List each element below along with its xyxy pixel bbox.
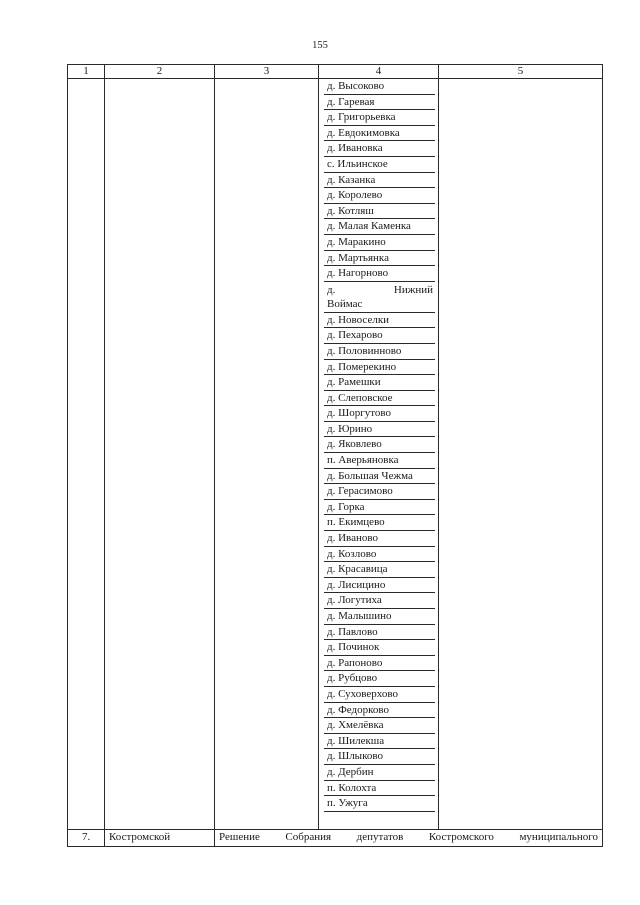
- list-item: д. Починок: [324, 640, 435, 656]
- list-item: д. Половинново: [324, 344, 435, 360]
- cell-number: [68, 79, 105, 830]
- page-number: 155: [312, 40, 328, 51]
- list-item: д. Рубцово: [324, 671, 435, 687]
- list-item: д. Горка: [324, 500, 435, 516]
- column-header-5: 5: [439, 65, 603, 79]
- cell-notes: [439, 79, 603, 830]
- list-item: д. Новоселки: [324, 313, 435, 329]
- table-row: [68, 830, 603, 847]
- list-item: д. Дербин: [324, 765, 435, 781]
- list-item: д. Шоргутово: [324, 406, 435, 422]
- list-item: д. Красавица: [324, 562, 435, 578]
- column-header-2: 2: [105, 65, 215, 79]
- list-item: д. Ивановка: [324, 141, 435, 157]
- list-item: с. Ильинское: [324, 157, 435, 173]
- table-row: [68, 79, 603, 830]
- list-item: п. Екимцево: [324, 515, 435, 531]
- list-item: д. Нижний Воймас: [324, 282, 435, 313]
- list-item: д. Иваново: [324, 531, 435, 547]
- list-item: д. Померекино: [324, 360, 435, 376]
- list-item: д. Королево: [324, 188, 435, 204]
- list-item: д. Юрино: [324, 422, 435, 438]
- decision-text: Решение Собрания депутатов Костромского муниципального: [215, 830, 603, 847]
- settlements-table: [67, 64, 603, 847]
- list-item: д. Федорково: [324, 703, 435, 719]
- cell-settlement-type: [215, 79, 319, 830]
- list-item: д. Рапоново: [324, 656, 435, 672]
- list-item: д. Пехарово: [324, 328, 435, 344]
- list-item: д. Рамешки: [324, 375, 435, 391]
- list-item: д. Герасимово: [324, 484, 435, 500]
- list-item: д. Козлово: [324, 547, 435, 563]
- list-item: д. Шлыково: [324, 749, 435, 765]
- list-item: д. Малая Каменка: [324, 219, 435, 235]
- list-item: д. Шилекша: [324, 734, 435, 750]
- list-item: п. Ужуга: [324, 796, 435, 812]
- cell-district: [105, 79, 215, 830]
- list-item: д. Григорьевка: [324, 110, 435, 126]
- list-item: д. Яковлево: [324, 437, 435, 453]
- list-item: д. Лисицино: [324, 578, 435, 594]
- list-item: п. Колохта: [324, 781, 435, 797]
- list-item: д. Нагорново: [324, 266, 435, 282]
- list-item: д. Суховерхово: [324, 687, 435, 703]
- list-item: д. Высоково: [324, 79, 435, 95]
- list-item: д. Мартьянка: [324, 251, 435, 267]
- cell-settlements: [319, 79, 439, 830]
- list-item: д. Большая Чежма: [324, 469, 435, 485]
- row-number: 7.: [68, 830, 105, 847]
- column-header-1: 1: [68, 65, 105, 79]
- list-item: д. Маракино: [324, 235, 435, 251]
- list-item: д. Логутиха: [324, 593, 435, 609]
- district-name: Костромской: [105, 830, 215, 847]
- list-item: д. Хмелёвка: [324, 718, 435, 734]
- column-header-3: 3: [215, 65, 319, 79]
- list-item: д. Евдокимовка: [324, 126, 435, 142]
- list-item: д. Котляш: [324, 204, 435, 220]
- list-item: д. Казанка: [324, 173, 435, 189]
- settlement-list: [319, 79, 438, 812]
- list-item: д. Слеповское: [324, 391, 435, 407]
- list-item: д. Павлово: [324, 625, 435, 641]
- table-header-row: [68, 65, 603, 79]
- column-header-4: 4: [319, 65, 439, 79]
- list-item: п. Аверьяновка: [324, 453, 435, 469]
- list-item: д. Малышино: [324, 609, 435, 625]
- list-item: д. Гаревая: [324, 95, 435, 111]
